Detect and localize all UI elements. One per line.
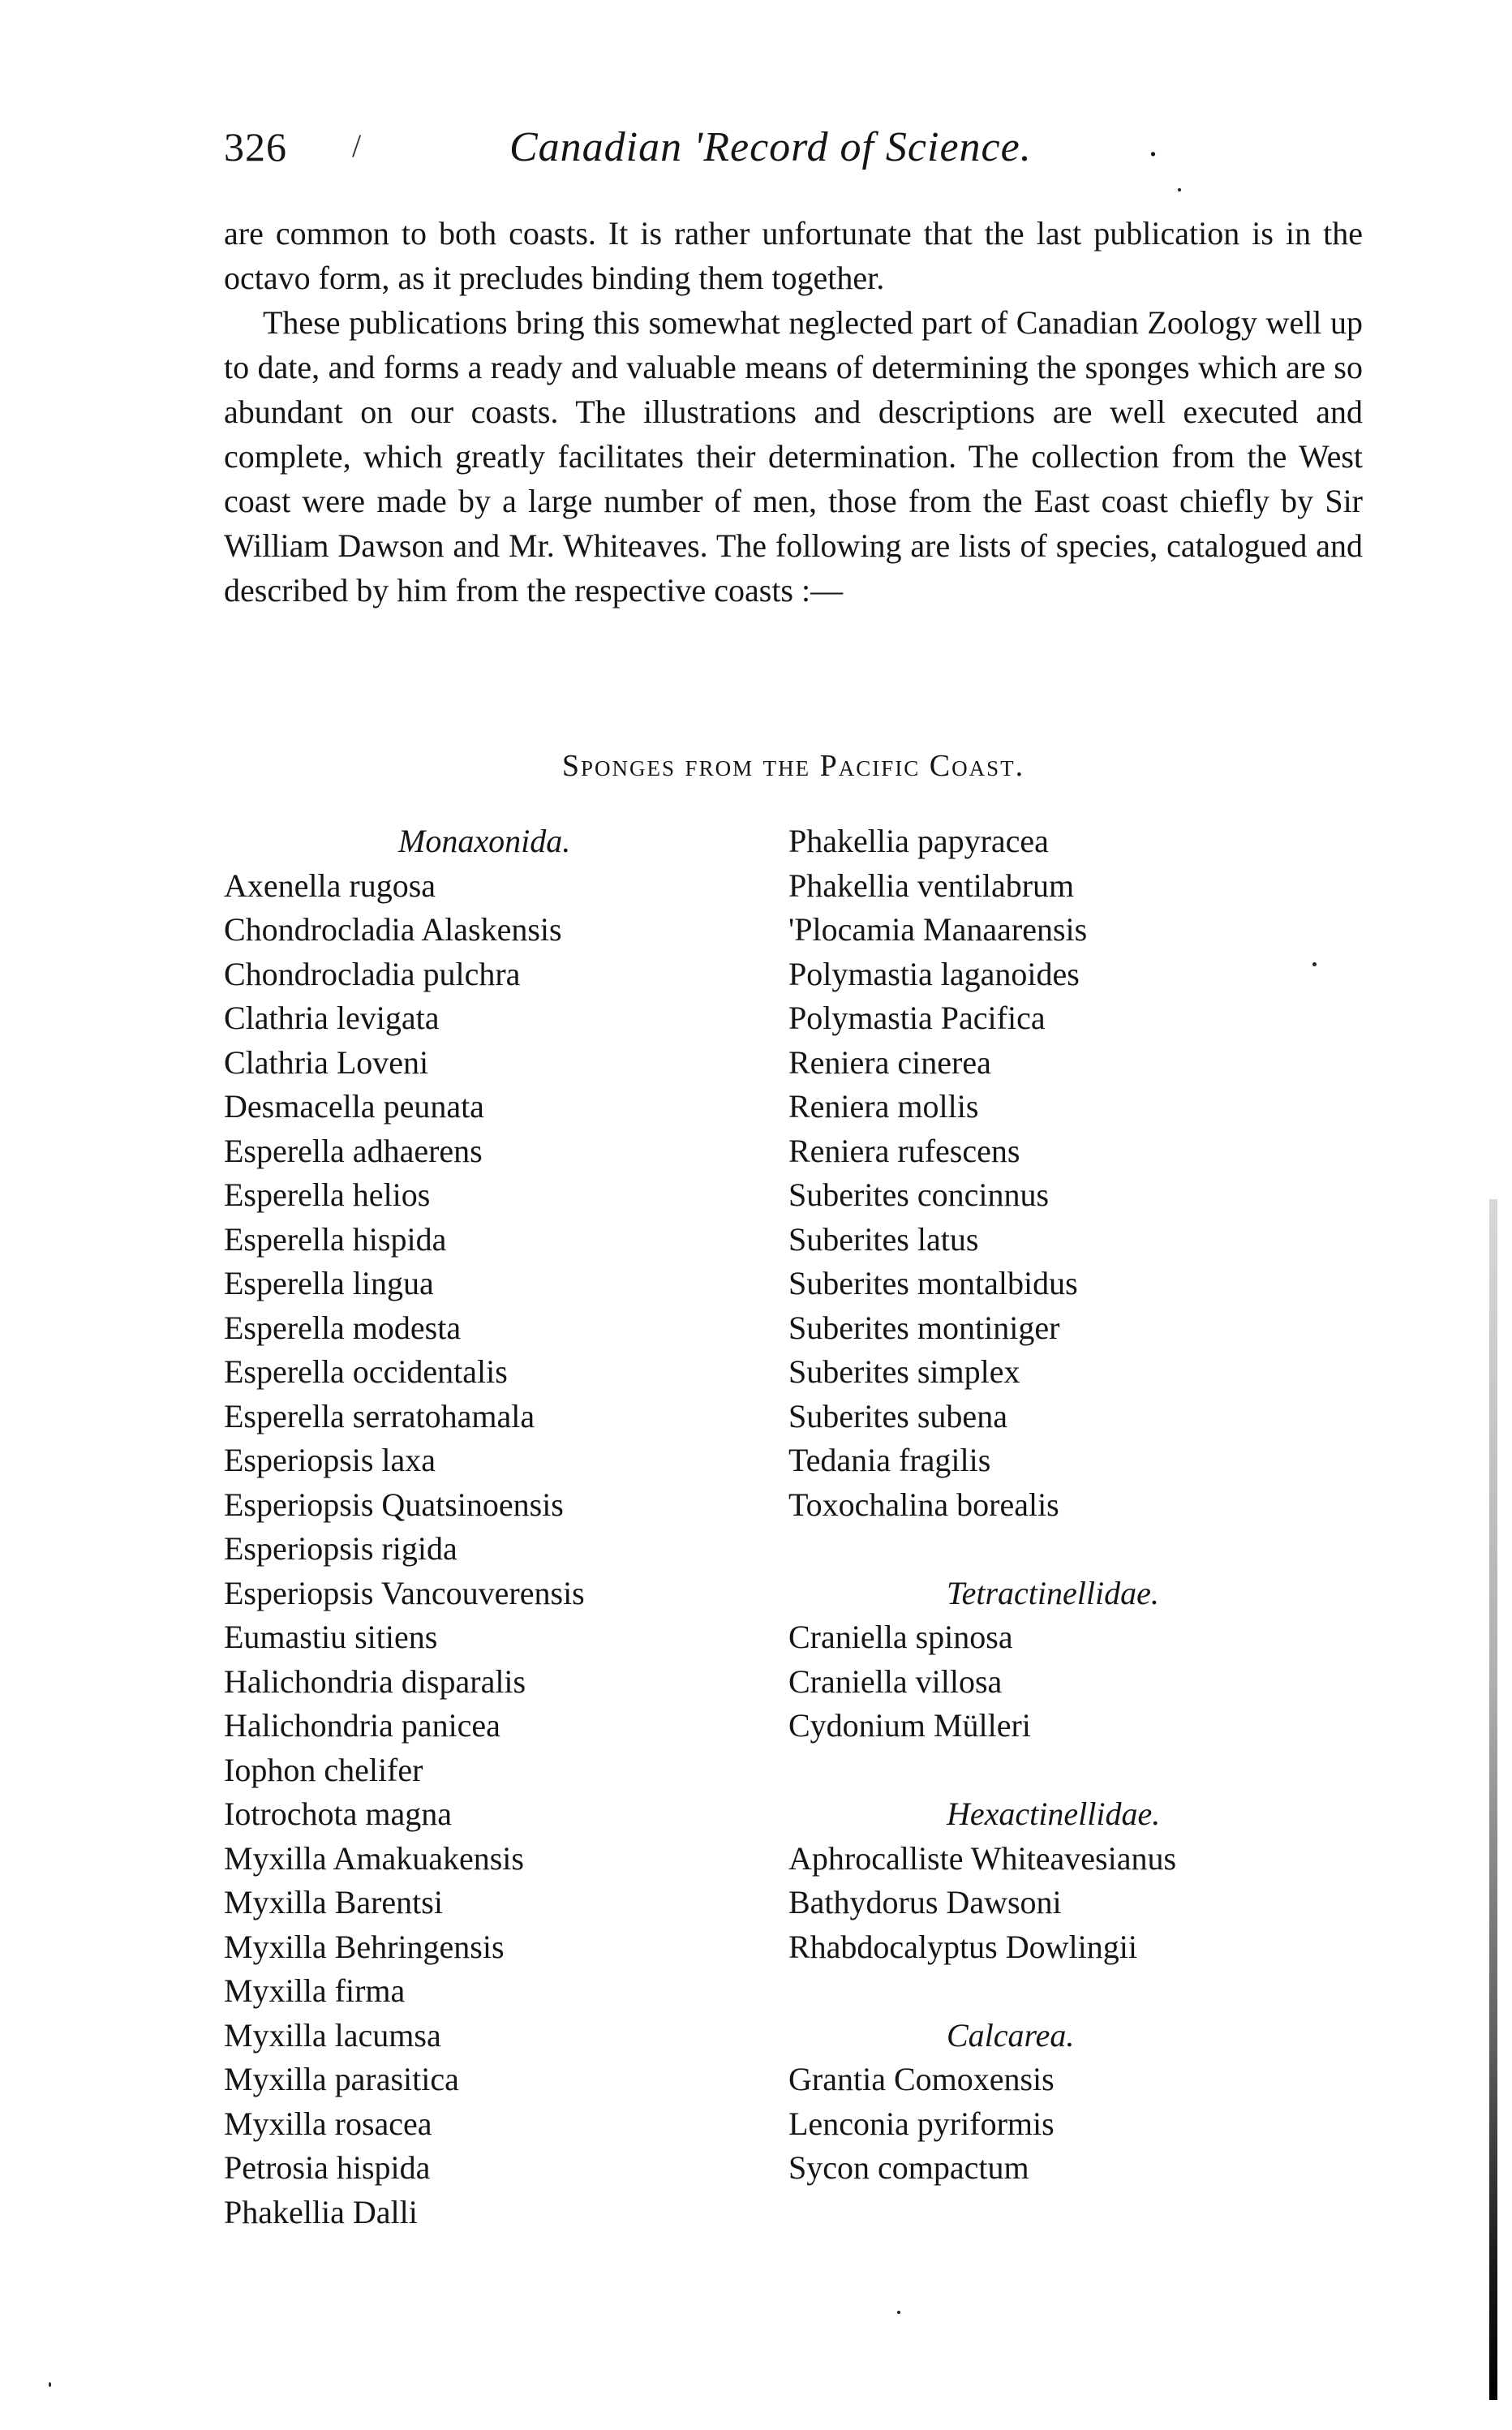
species-item: Esperella serratohamala [224, 1397, 535, 1434]
group-monaxonida [224, 819, 775, 2234]
body-text [224, 211, 1363, 613]
species-list [224, 864, 775, 2235]
species-item: Halichondria panicea [224, 1707, 500, 1744]
species-item: Bathydorus Dawsoni [788, 1884, 1062, 1920]
scan-speck [1312, 962, 1317, 966]
species-item: Suberites latus [788, 1220, 979, 1258]
species-item: Reniera cinerea [788, 1043, 991, 1081]
species-item: Rhabdocalyptus Dowlingii [788, 1928, 1137, 1965]
species-item: Suberites concinnus [788, 1176, 1050, 1213]
species-item: Esperella modesta [224, 1309, 462, 1346]
species-column-right [788, 819, 1356, 2191]
species-item: Esperella helios [224, 1176, 431, 1213]
species-item: Aphrocalliste Whiteavesianus [788, 1839, 1177, 1877]
species-item: Desmacella peunata [224, 1088, 484, 1125]
species-item: Tedania fragilis [788, 1442, 991, 1478]
scan-edge-shadow [1489, 1199, 1497, 2400]
species-item: Suberites subena [788, 1397, 1007, 1434]
species-item: Suberites montalbidus [788, 1265, 1078, 1301]
scan-speck [897, 2311, 900, 2314]
species-item: Esperiopsis rigida [224, 1530, 457, 1567]
species-item: Craniella spinosa [788, 1619, 1013, 1655]
group-title: Monaxonida. [398, 823, 571, 859]
species-item: Iotrochota magna [224, 1796, 452, 1832]
species-item: Esperiopsis laxa [224, 1442, 436, 1478]
species-item: Lenconia pyriformis [788, 2105, 1055, 2142]
species-item: Esperella lingua [224, 1265, 434, 1301]
species-item: Polymastia Pacifica [788, 1000, 1046, 1036]
species-item: Suberites montiniger [788, 1309, 1060, 1346]
species-list [788, 819, 1356, 1527]
species-group [788, 1572, 1356, 1748]
group-title: Hexactinellidae. [947, 1796, 1161, 1832]
species-item: Axenella rugosa [224, 867, 436, 904]
species-group [788, 1792, 1356, 1969]
species-item: Reniera mollis [788, 1088, 979, 1125]
species-item: Chondrocladia Alaskensis [224, 911, 562, 948]
group-monaxonida-continued [788, 819, 1356, 1527]
species-item: Esperella hispida [224, 1220, 447, 1258]
species-item: Sycon compactum [788, 2149, 1029, 2186]
page-number: 326 [224, 124, 287, 170]
species-item: Suberites simplex [788, 1353, 1020, 1390]
species-item: Esperella adhaerens [224, 1132, 483, 1169]
paragraph-2: These publications bring this somewhat neglected part of Canadian Zoology well up to date, and forms a ready and valuable means of determining the sponges which are so abundant on our coasts. The illustrations and descriptions are well executed and complete, which greatly facilitates their determination. The collection from the West coast were made by a large number of men, those from the East coast chiefly by Sir William Dawson and Mr. Whiteaves. The following are lists of species, catalogued and described by him from the respective coasts :— [224, 304, 1363, 609]
running-head [224, 123, 1376, 180]
species-item: Phakellia Dalli [224, 2193, 418, 2230]
species-item: Esperiopsis Quatsinoensis [224, 1486, 564, 1523]
species-item: Clathria levigata [224, 1000, 440, 1036]
species-column-left [224, 819, 775, 2234]
scan-speck [1178, 188, 1181, 191]
species-item: Iophon chelifer [224, 1751, 423, 1788]
species-item: 'Plocamia Manaarensis [788, 911, 1088, 948]
species-item: Myxilla rosacea [224, 2105, 432, 2142]
species-item: Toxochalina borealis [788, 1486, 1059, 1523]
right-column-groups [788, 1572, 1356, 2191]
species-item: Grantia Comoxensis [788, 2061, 1055, 2097]
group-title: Calcarea. [947, 2016, 1075, 2054]
species-list [788, 2058, 1356, 2191]
species-item: Myxilla Behringensis [224, 1928, 505, 1965]
species-item: Myxilla firma [224, 1972, 406, 2009]
species-item: Myxilla Amakuakensis [224, 1839, 524, 1877]
species-item: Esperella occidentalis [224, 1353, 508, 1390]
header-trailing-mark: . [1149, 124, 1158, 164]
section-title: Sponges from the Pacific Coast. [561, 749, 1025, 783]
species-item: Clathria Loveni [224, 1043, 429, 1081]
species-list [788, 1837, 1356, 1970]
species-item: Phakellia papyracea [788, 823, 1049, 859]
group-title: Tetractinellidae. [947, 1574, 1159, 1611]
species-item: Reniera rufescens [788, 1132, 1020, 1169]
species-item: Myxilla lacumsa [224, 2016, 441, 2054]
species-item: Petrosia hispida [224, 2149, 431, 2186]
scan-speck [49, 2382, 51, 2387]
paragraph-1: are common to both coasts. It is rather unfortunate that the last publication is in the octavo form, as it precludes binding them together. [224, 215, 1363, 296]
species-item: Halichondria disparalis [224, 1662, 526, 1700]
species-item: Cydonium Mülleri [788, 1707, 1031, 1744]
species-item: Esperiopsis Vancouverensis [224, 1574, 585, 1611]
species-group [788, 2014, 1356, 2191]
species-item: Phakellia ventilabrum [788, 867, 1075, 904]
species-item: Myxilla Barentsi [224, 1884, 443, 1920]
species-item: Craniella villosa [788, 1662, 1003, 1700]
species-list [788, 1615, 1356, 1748]
species-item: Polymastia laganoides [788, 955, 1080, 992]
species-item: Myxilla parasitica [224, 2061, 459, 2097]
header-separator: / [352, 127, 362, 164]
journal-title: Canadian 'Record of Science. [509, 124, 1032, 170]
species-item: Eumastiu sitiens [224, 1619, 438, 1655]
species-item: Chondrocladia pulchra [224, 955, 521, 992]
